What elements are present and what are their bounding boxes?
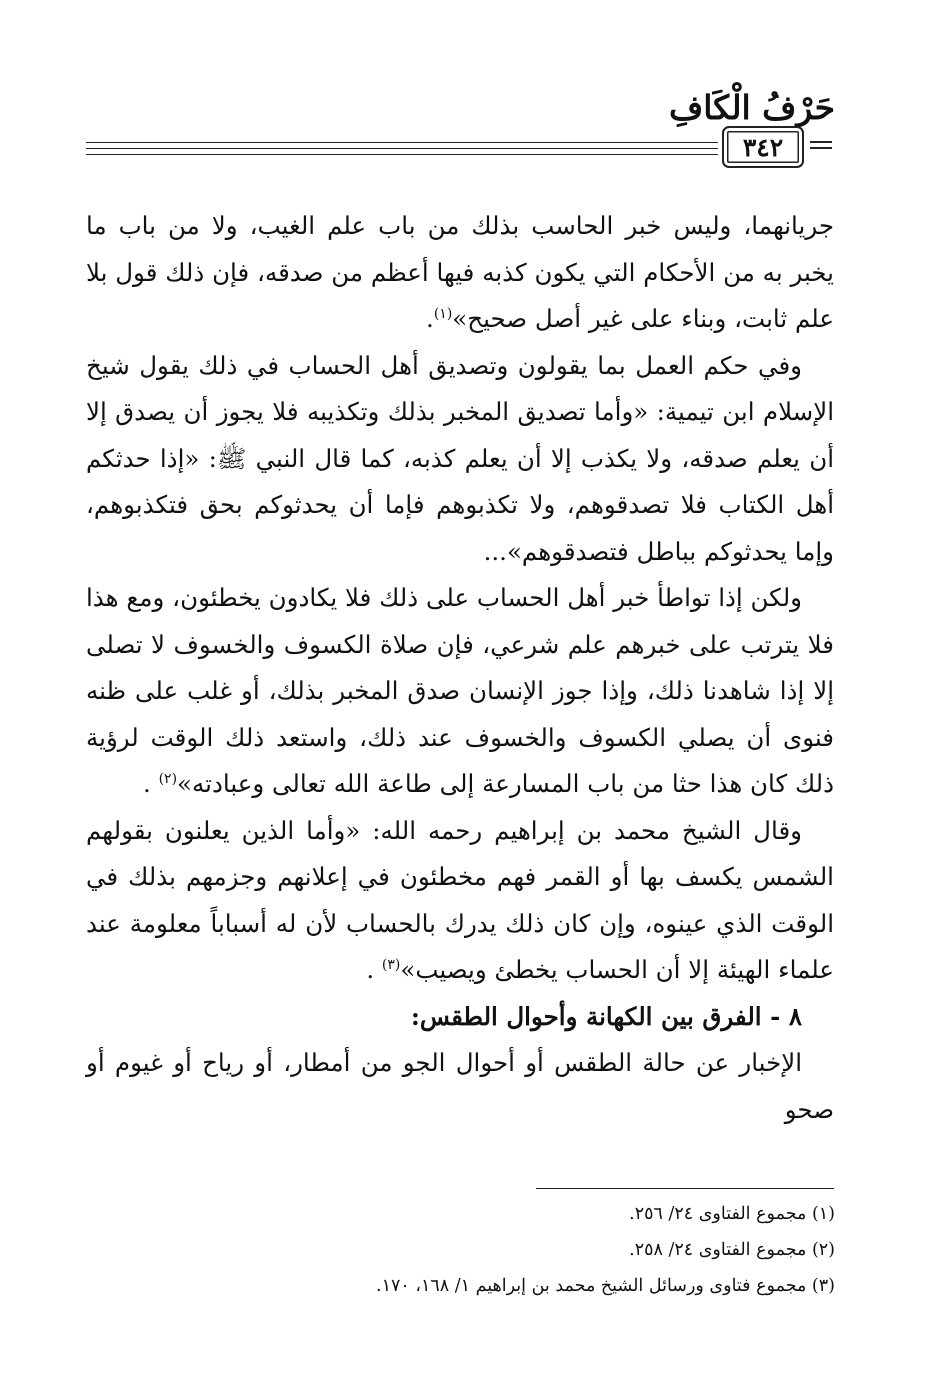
page-number-frame (722, 126, 804, 168)
paragraph: ولكن إذا تواطأ خبر أهل الحساب على ذلك فلا يكادون يخطئون، ومع هذا فلا يترتب على خبرهم علم شرعي، فإن صلاة الكسوف والخسوف لا تصلى إلا إذا شاهدنا ذلك، وإذا جوز الإنسان صدق المخبر بذلك، أو غلب على ظنه فنوى أن يصلي الكسوف والخسوف عند ذلك، واستعد ذلك الوقت لرؤية ذلك كان هذا حثا من باب المسارعة إلى طاعة الله تعالى وعبادته»$^{(٢)}$ . (86, 583, 834, 798)
footnote: (٢) مجموع الفتاوى ٢٤/ ٢٥٨. (629, 1240, 835, 1260)
paragraph: وفي حكم العمل بما يقولون وتصديق أهل الحساب في ذلك يقول شيخ الإسلام ابن تيمية: «وأما تصديق المخبر بذلك وتكذيبه فلا يجوز أن يصدق إلا أن يعلم صدقه، ولا يكذب إلا أن يعلم كذبه، كما قال النبي ﷺ: «إذا حدثكم أهل الكتاب فلا تصدقوهم، ولا تكذبوهم فإما أن يحدثوكم بحق فتكذبوهم، وإما يحدثوكم بباطل فتصدقوهم»... (86, 350, 834, 566)
header-rule-top (86, 142, 718, 143)
paragraph: الإخبار عن حالة الطقس أو أحوال الجو من أمطار، أو رياح أو غيوم أو صحو (86, 1048, 834, 1124)
paragraph: جريانهما، وليس خبر الحاسب بذلك من باب علم الغيب، ولا من باب ما يخبر به من الأحكام التي يكون كذبه فيها أعظم من صدقه، فإن ذلك قول بلا علم ثابت، وبناء على غير أصل صحيح»$^{(١)}$. (86, 211, 834, 333)
footnote: (١) مجموع الفتاوى ٢٤/ ٢٥٦. (629, 1204, 835, 1224)
header-rule-bottom (86, 154, 718, 155)
header-ornament (810, 141, 832, 155)
footnotes (115, 1196, 835, 1304)
chapter-title: حَرْفُ الْكَافِ (668, 88, 835, 127)
page-number: ٣٤٢ (742, 132, 784, 162)
section-heading: ٨ - الفرق بين الكهانة وأحوال الطقس: (410, 1001, 802, 1031)
paragraph: وقال الشيخ محمد بن إبراهيم رحمه الله: «وأما الذين يعلنون بقولهم الشمس يكسف بها أو القمر فهم مخطئون في إعلانهم وجزمهم بذلك في الوقت الذي عينوه، وإن كان ذلك يدرك بالحساب لأن له أسباباً معلومة عند علماء الهيئة إلا أن الحساب يخطئ ويصيب»$^{(٣)}$ . (86, 815, 834, 984)
header-rule-middle (86, 148, 718, 149)
footnote-ref[interactable]: (١) (433, 305, 453, 322)
footnote-ref[interactable]: (٣) (381, 956, 401, 973)
footnote: (٣) مجموع فتاوى ورسائل الشيخ محمد بن إبراهيم ١/ ١٦٨، ١٧٠. (375, 1276, 835, 1296)
body-text (86, 203, 834, 1133)
footnote-ref[interactable]: (٢) (158, 770, 178, 787)
footnote-separator (536, 1188, 834, 1189)
